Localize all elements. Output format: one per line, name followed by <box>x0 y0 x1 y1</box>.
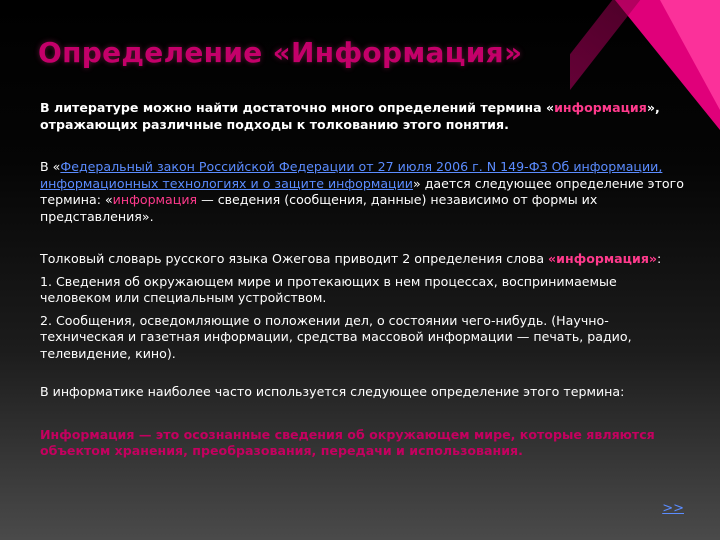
next-link[interactable]: >> <box>662 501 684 516</box>
paragraph-law <box>40 159 685 225</box>
page-title: Определение «Информация» <box>38 36 523 69</box>
law-link[interactable]: Федеральный закон Российской Федерации от 27 июля 2006 г. N 149-ФЗ Об информации, информационных технологиях и о защите информации <box>40 159 663 191</box>
law-text-b: » дается следующее определение этого термина: « <box>40 175 684 207</box>
law-highlight: информация <box>112 192 198 207</box>
law-text-a: В « <box>40 159 61 174</box>
intro-highlight: информация <box>554 100 647 115</box>
ozhegov-text-a: Толковый словарь русского языка Ожегова приводит 2 определения слова <box>40 251 549 266</box>
content <box>40 100 685 460</box>
paragraph-ozhegov <box>40 251 685 268</box>
definition-2: 2. Сообщения, осведомляющие о положении дел, о состоянии чего-нибудь. (Научно-техническая и газетная информации, средства массовой информации — печать, радио, телевидение, кино). <box>40 312 632 361</box>
ozhegov-highlight: «информация» <box>548 251 658 266</box>
paragraph-informatics: В информатике наиболее часто используется следующее определение этого термина: <box>40 384 625 399</box>
corner-triangle-small <box>660 0 720 110</box>
paragraph-intro <box>40 100 685 133</box>
ozhegov-text-c: : <box>657 251 662 266</box>
intro-text-c: », отражающих различные подходы к толкованию этого понятия. <box>40 100 660 132</box>
paragraph-definition: Информация — это осознанные сведения об окружающем мире, которые являются объектом хранения, преобразования, передачи и использования. <box>40 426 655 458</box>
definition-1: 1. Сведения об окружающем мире и протекающих в нем процессах, воспринимаемые человеком или специальным устройством. <box>40 273 617 305</box>
intro-text-a: В литературе можно найти достаточно много определений термина « <box>40 100 555 115</box>
law-text-d: — сведения (сообщения, данные) независимо от формы их представления». <box>40 192 598 224</box>
